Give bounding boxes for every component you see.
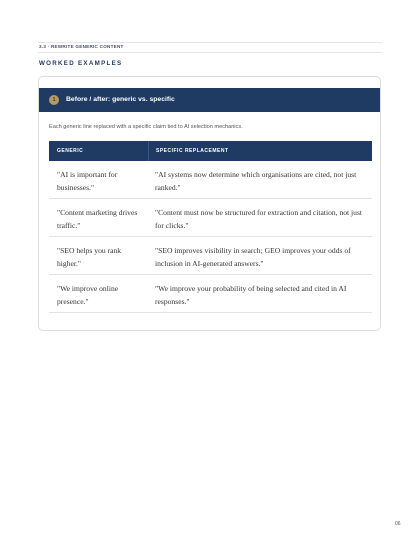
card-number-badge: 1	[49, 95, 59, 105]
card-title: Before / after: generic vs. specific	[66, 96, 175, 103]
header-generic: GENERIC	[57, 148, 84, 154]
header-specific: SPECIFIC REPLACEMENT	[156, 148, 229, 154]
worked-example-card	[38, 76, 381, 331]
card-header	[39, 88, 380, 112]
page-heading: WORKED EXAMPLES	[39, 60, 123, 67]
table-row	[49, 275, 372, 313]
comparison-table	[49, 141, 372, 313]
cell-specific: "SEO improves visibility in search; GEO improves your odds of inclusion in AI-generated answers."	[155, 246, 351, 268]
card-description: Each generic line replaced with a specific claim tied to AI selection mechanics.	[49, 124, 243, 130]
header-divider	[148, 141, 149, 161]
cell-specific: "We improve your probability of being selected and cited in AI responses."	[155, 284, 347, 306]
table-row	[49, 161, 372, 199]
table-header	[49, 141, 372, 161]
section-rule	[38, 52, 382, 53]
cell-specific: "AI systems now determine which organisations are cited, not just ranked."	[155, 170, 357, 192]
section-label: 3.3 · REWRITE GENERIC CONTENT	[39, 44, 124, 49]
cell-generic: "AI is important for businesses."	[57, 170, 118, 192]
top-rule	[38, 42, 382, 43]
table-row	[49, 237, 372, 275]
table-row	[49, 199, 372, 237]
cell-specific: "Content must now be structured for extraction and citation, not just for clicks."	[155, 208, 363, 230]
cell-generic: "We improve online presence."	[57, 284, 119, 306]
cell-generic: "Content marketing drives traffic."	[57, 208, 138, 230]
cell-generic: "SEO helps you rank higher."	[57, 246, 122, 268]
page-number: 06	[395, 521, 401, 527]
